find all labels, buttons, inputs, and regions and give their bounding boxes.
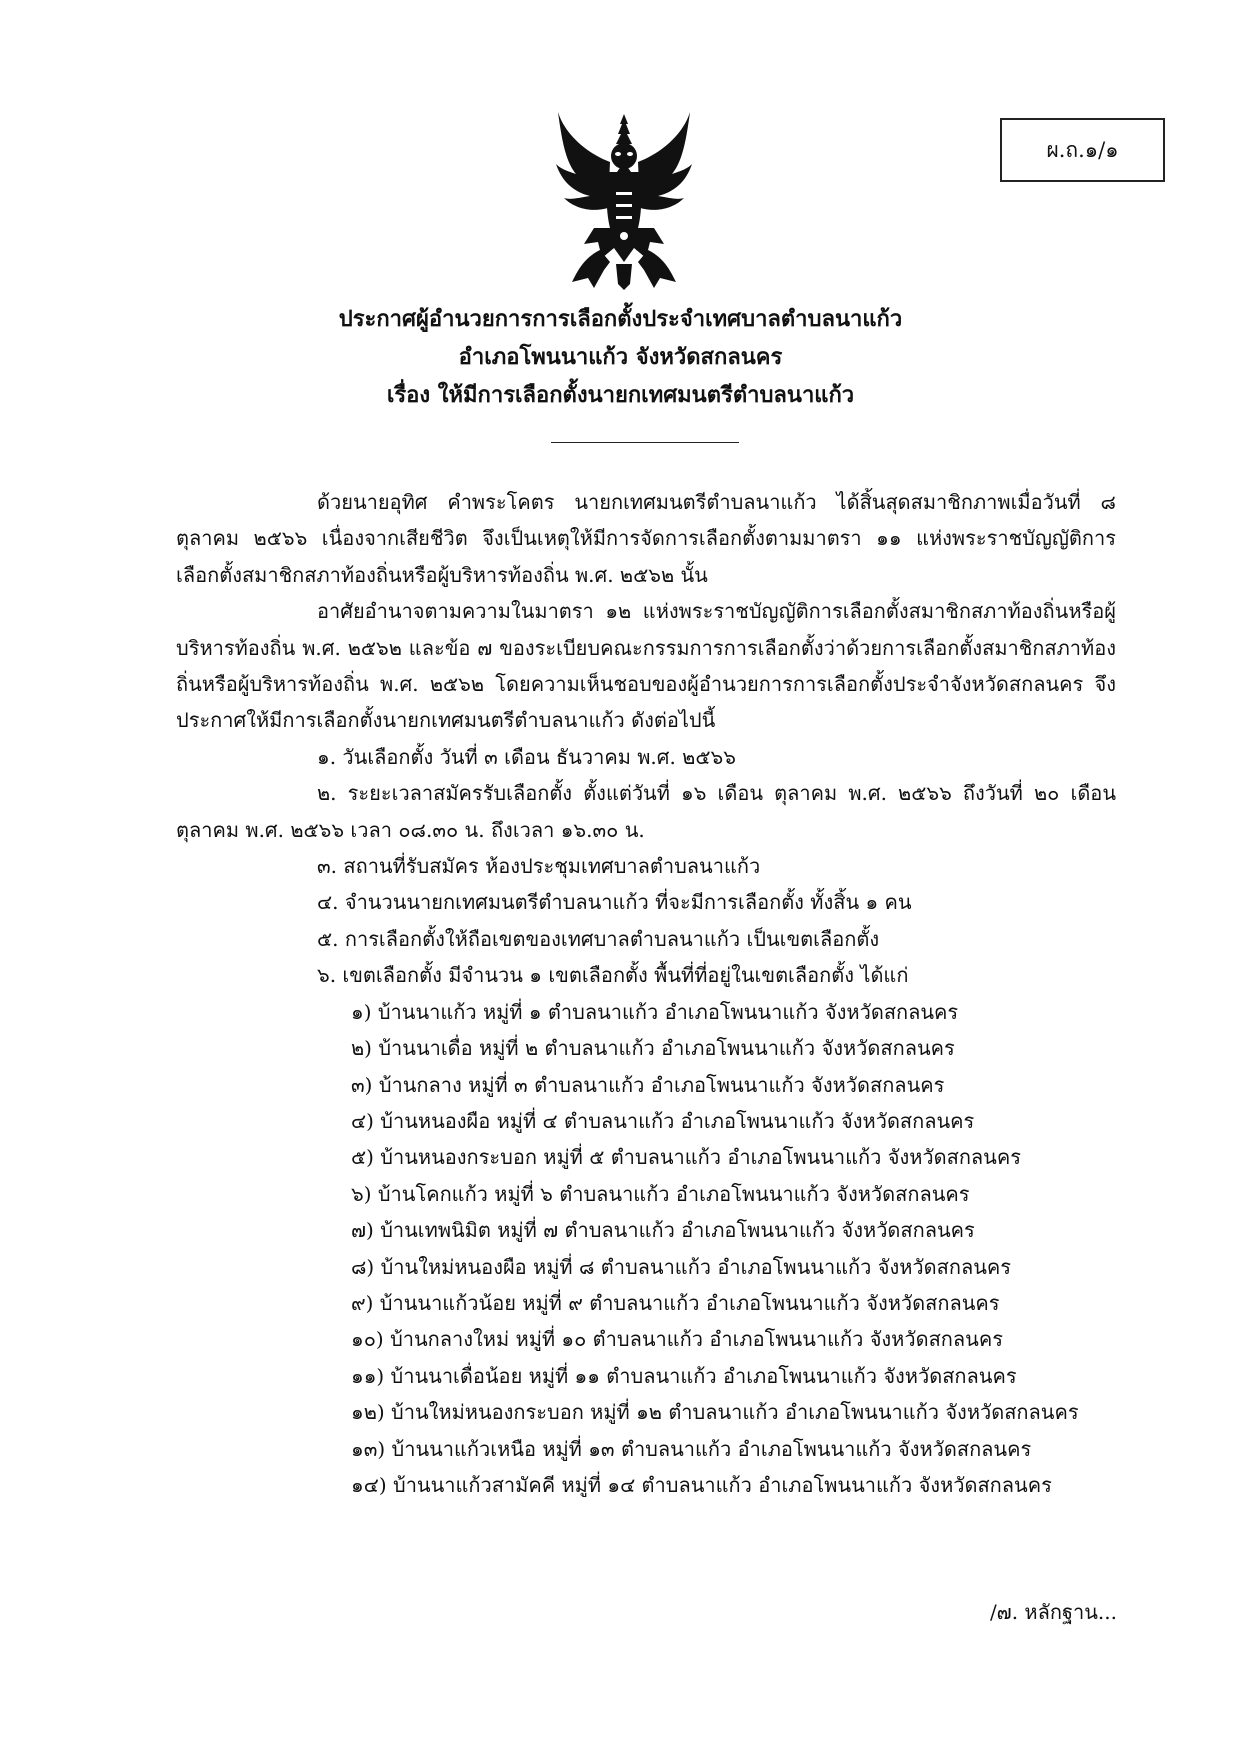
village-item: ๖) บ้านโคกแก้ว หมู่ที่ ๖ ตำบลนาแก้ว อำเภอโพนนาแก้ว จังหวัดสกลนคร — [351, 1181, 970, 1206]
village-item: ๙) บ้านนาแก้วน้อย หมู่ที่ ๙ ตำบลนาแก้ว อำเภอโพนนาแก้ว จังหวัดสกลนคร — [351, 1290, 1000, 1315]
form-code-box: ผ.ถ.๑/๑ — [1000, 118, 1165, 182]
item-application-period: ๒. ระยะเวลาสมัครรับเลือกตั้ง ตั้งแต่วันที่ ๑๖ เดือน ตุลาคม พ.ศ. ๒๕๖๖ ถึงวันที่ ๒๐ เดือน ตุลาคม พ.ศ. ๒๕๖๖ เวลา ๐๘.๓๐ น. ถึงเวลา ๑๖.๓๐ น. — [176, 781, 1116, 842]
village-item: ๕) บ้านหนองกระบอก หมู่ที่ ๕ ตำบลนาแก้ว อำเภอโพนนาแก้ว จังหวัดสกลนคร — [351, 1145, 1021, 1170]
title-line-2: อำเภอโพนนาแก้ว จังหวัดสกลนคร — [458, 344, 783, 370]
next-page-continuation: /๗. หลักฐาน... — [989, 1600, 1117, 1624]
title-line-1: ประกาศผู้อำนวยการการเลือกตั้งประจำเทศบาลตำบลนาแก้ว — [338, 306, 903, 332]
village-item: ๑๔) บ้านนาแก้วสามัคคี หมู่ที่ ๑๔ ตำบลนาแก้ว อำเภอโพนนาแก้ว จังหวัดสกลนคร — [351, 1472, 1052, 1497]
garuda-emblem — [554, 112, 694, 290]
item-mayor-count: ๔. จำนวนนายกเทศมนตรีตำบลนาแก้ว ที่จะมีการเลือกตั้ง ทั้งสิ้น ๑ คน — [317, 890, 912, 915]
item-election-date: ๑. วันเลือกตั้ง วันที่ ๓ เดือน ธันวาคม พ.ศ. ๒๕๖๖ — [317, 744, 736, 769]
heading-divider — [551, 442, 739, 443]
village-item: ๒) บ้านนาเดื่อ หมู่ที่ ๒ ตำบลนาแก้ว อำเภอโพนนาแก้ว จังหวัดสกลนคร — [351, 1036, 955, 1061]
village-item: ๑๒) บ้านใหม่หนองกระบอก หมู่ที่ ๑๒ ตำบลนาแก้ว อำเภอโพนนาแก้ว จังหวัดสกลนคร — [351, 1400, 1079, 1425]
village-item: ๗) บ้านเทพนิมิต หมู่ที่ ๗ ตำบลนาแก้ว อำเภอโพนนาแก้ว จังหวัดสกลนคร — [351, 1218, 975, 1243]
village-item: ๓) บ้านกลาง หมู่ที่ ๓ ตำบลนาแก้ว อำเภอโพนนาแก้ว จังหวัดสกลนคร — [351, 1072, 945, 1097]
village-item: ๑๑) บ้านนาเดื่อน้อย หมู่ที่ ๑๑ ตำบลนาแก้ว อำเภอโพนนาแก้ว จังหวัดสกลนคร — [351, 1363, 1017, 1388]
announcement-heading — [0, 300, 1241, 414]
title-subject: เรื่อง ให้มีการเลือกตั้งนายกเทศมนตรีตำบลนาแก้ว — [386, 382, 855, 408]
item-constituency: ๖. เขตเลือกตั้ง มีจำนวน ๑ เขตเลือกตั้ง พื้นที่ที่อยู่ในเขตเลือกตั้ง ได้แก่ — [317, 963, 909, 988]
item-election-area: ๕. การเลือกตั้งให้ถือเขตของเทศบาลตำบลนาแก้ว เป็นเขตเลือกตั้ง — [317, 926, 880, 951]
paragraph-2: อาศัยอำนาจตามความในมาตรา ๑๒ แห่งพระราชบัญญัติการเลือกตั้งสมาชิกสภาท้องถิ่นหรือผู้บริหารท้องถิ่น พ.ศ. ๒๕๖๒ และข้อ ๗ ของระเบียบคณะกรรมการการเลือกตั้งว่าด้วยการเลือกตั้งสมาชิกสภาท้องถิ่นหรือผู้บริหารท้องถิ่น พ.ศ. ๒๕๖๒ โดยความเห็นชอบของผู้อำนวยการการเลือกตั้งประจำจังหวัดสกลนคร จึงประกาศให้มีการเลือกตั้งนายกเทศมนตรีตำบลนาแก้ว ดังต่อไปนี้ — [176, 599, 1116, 733]
village-item: ๘) บ้านใหม่หนองผือ หมู่ที่ ๘ ตำบลนาแก้ว อำเภอโพนนาแก้ว จังหวัดสกลนคร — [351, 1254, 1012, 1279]
paragraph-1: ด้วยนายอุทิศ คำพระโคตร นายกเทศมนตรีตำบลนาแก้ว ได้สิ้นสุดสมาชิกภาพเมื่อวันที่ ๘ ตุลาคม ๒๕๖๖ เนื่องจากเสียชีวิต จึงเป็นเหตุให้มีการจัดการเลือกตั้งตามมาตรา ๑๑ แห่งพระราชบัญญัติการเลือกตั้งสมาชิกสภาท้องถิ่นหรือผู้บริหารท้องถิ่น พ.ศ. ๒๕๖๒ นั้น — [176, 490, 1116, 587]
village-item: ๑๐) บ้านกลางใหม่ หมู่ที่ ๑๐ ตำบลนาแก้ว อำเภอโพนนาแก้ว จังหวัดสกลนคร — [351, 1327, 1003, 1352]
village-item: ๑๓) บ้านนาแก้วเหนือ หมู่ที่ ๑๓ ตำบลนาแก้ว อำเภอโพนนาแก้ว จังหวัดสกลนคร — [351, 1436, 1032, 1461]
village-item: ๔) บ้านหนองผือ หมู่ที่ ๔ ตำบลนาแก้ว อำเภอโพนนาแก้ว จังหวัดสกลนคร — [351, 1108, 975, 1133]
village-item: ๑) บ้านนาแก้ว หมู่ที่ ๑ ตำบลนาแก้ว อำเภอโพนนาแก้ว จังหวัดสกลนคร — [351, 999, 959, 1024]
item-application-place: ๓. สถานที่รับสมัคร ห้องประชุมเทศบาลตำบลนาแก้ว — [317, 854, 761, 879]
announcement-body — [176, 484, 1116, 1503]
